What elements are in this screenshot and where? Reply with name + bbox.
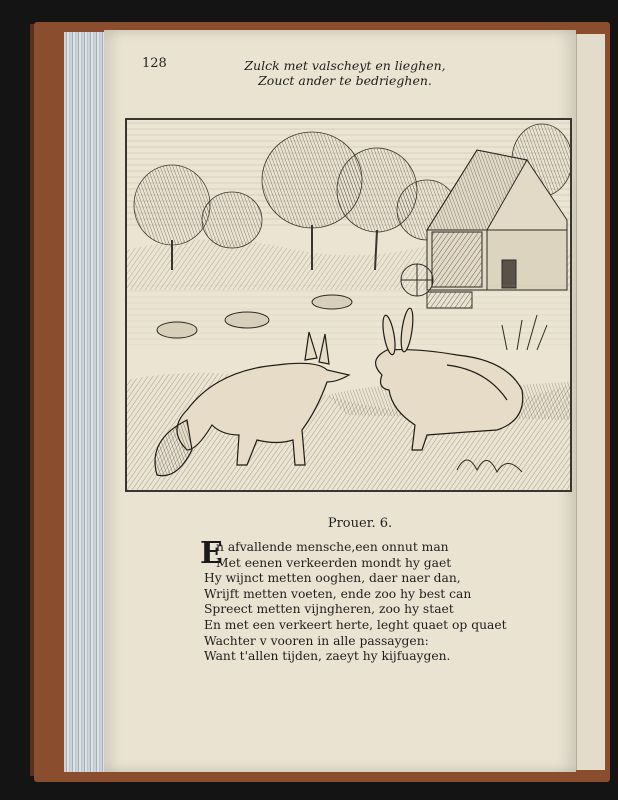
verse-line: Spreect metten vijngheren, zoo hy staet <box>204 602 454 617</box>
heading-line: Zouct ander te bedrieghen. <box>258 73 432 88</box>
verse-line: n afvallende mensche,een onnut man <box>216 540 449 554</box>
verse-line: Wrijft metten voeten, ende zoo hy best can <box>204 586 472 601</box>
page-heading <box>220 58 470 88</box>
verse-line: Hy wijnct metten ooghen, daer naer dan, <box>204 571 461 586</box>
scripture-reference: Prouer. 6. <box>327 516 393 531</box>
verse-line: En met een verkeert herte, leght quaet op quaet <box>204 617 507 632</box>
next-page-edge <box>576 34 605 770</box>
verse-line: Met eenen verkeerden mondt hy gaet <box>216 555 452 570</box>
verse-block <box>200 536 507 665</box>
fox-and-hare-engraving <box>127 120 570 490</box>
verse-line: Wachter v vooren in alle passaygen: <box>204 633 429 648</box>
heading-line: Zulck met valscheyt en lieghen, <box>244 58 446 73</box>
drop-cap: E <box>200 536 223 571</box>
page-number: 128 <box>142 56 167 71</box>
verse-line: Want t'allen tijden, zaeyt hy kijfuaygen. <box>204 649 451 664</box>
engraving-illustration <box>125 118 572 492</box>
